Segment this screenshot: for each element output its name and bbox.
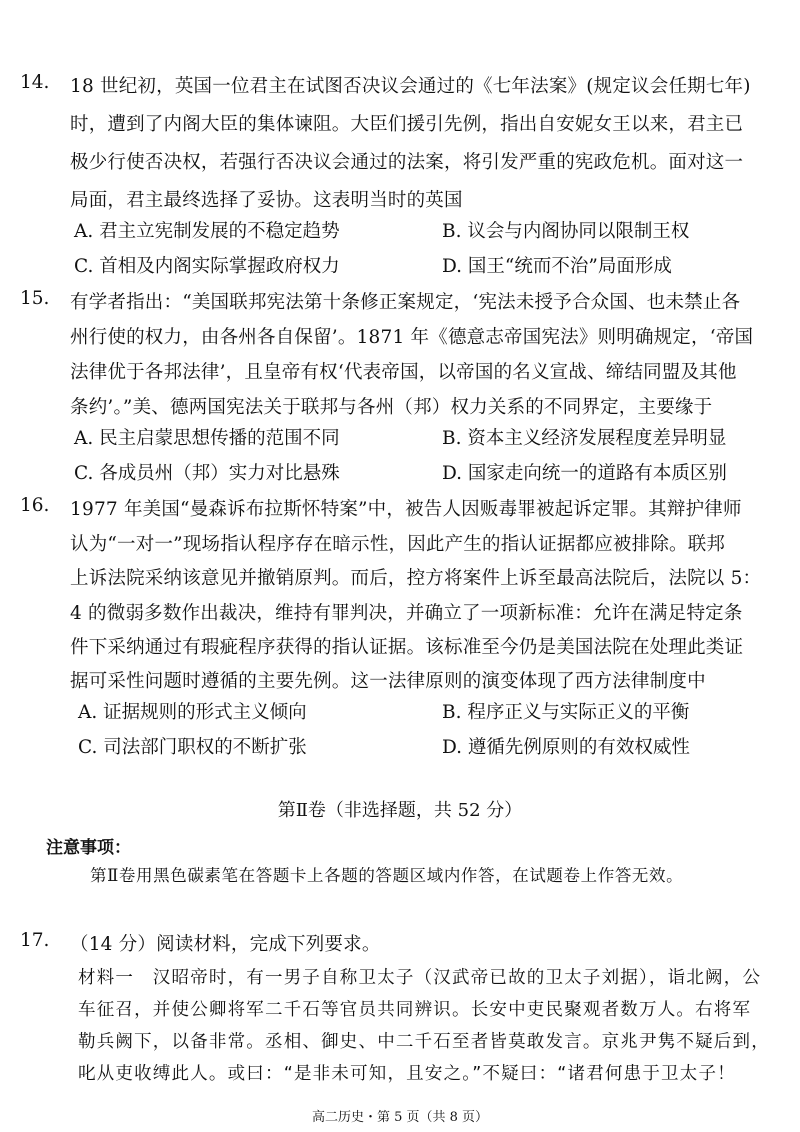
option-b: B. 资本主义经济发展程度差异明显 [442,428,727,449]
notice-text: 第Ⅱ卷用黑色碳素笔在答题卡上各题的答题区域内作答，在试题卷上作答无效。 [90,866,684,885]
material-line: 材料一 汉昭帝时，有一男子自称卫太子（汉武帝已故的卫太子刘据），诣北阙，公 [78,968,762,988]
material-line: 车征召，并使公卿将军二千石等官员共同辨识。长安中吏民聚观者数万人。右将军 [78,1000,752,1020]
option-a: A. 证据规则的形式主义倾向 [78,702,307,723]
question-number: 15. [20,288,50,309]
material-line: 叱从吏收缚此人。或曰：“是非未可知，且安之。”不疑曰：“诸君何患于卫太子！ [78,1064,736,1084]
question-stem-line: 据可采性问题时遵循的主要先例。这一法律原则的演变体现了西方法律制度中 [70,671,706,692]
question-stem-line: 有学者指出：“美国联邦宪法第十条修正案规定，‘宪法未授予合众国、也未禁止各 [70,292,741,313]
question-number: 14. [20,72,50,93]
option-a: A. 君主立宪制发展的不稳定趋势 [74,221,340,242]
question-heading: （14 分）阅读材料，完成下列要求。 [70,934,381,955]
option-c: C. 首相及内阁实际掌握政府权力 [74,256,340,277]
question-stem-line: 件下采纳通过有瑕疵程序获得的指认证据。该标准至今仍是美国法院在处理此类证 [70,637,744,658]
question-stem-line: 认为“一对一”现场指认程序存在暗示性，因此产生的指认证据都应被排除。联邦 [70,534,726,555]
option-c: C. 司法部门职权的不断扩张 [78,737,307,758]
option-a: A. 民主启蒙思想传播的范围不同 [74,428,340,449]
question-stem-line: 极少行使否决权，若强行否决议会通过的法案，将引发严重的宪政危机。面对这一 [70,152,744,173]
material-line: 勒兵阙下，以备非常。丞相、御史、中二千石至者皆莫敢发言。京兆尹隽不疑后到， [78,1032,770,1052]
option-c: C. 各成员州（邦）实力对比悬殊 [74,463,340,484]
question-stem-line: 1977 年美国“曼森诉布拉斯怀特案”中，被告人因贩毒罪被起诉定罪。其辩护律师 [70,499,742,520]
question-stem-line: 条约’。”美、德两国宪法关于联邦与各州（邦）权力关系的不同界定，主要缘于 [70,397,713,418]
page-footer: 高二历史・第 5 页（共 8 页） [311,1110,489,1125]
option-b: B. 程序正义与实际正义的平衡 [442,702,690,723]
question-stem-line: 局面，君主最终选择了妥协。这表明当时的英国 [70,190,463,211]
question-number: 17. [20,930,50,951]
question-stem-line: 4 的微弱多数作出裁决，维持有罪判决，并确立了一项新标准：允许在满足特定条 [70,603,743,624]
question-stem-line: 18 世纪初，英国一位君主在试图否决议会通过的《七年法案》(规定议会任期七年) [70,76,751,97]
question-stem-line: 时，遭到了内阁大臣的集体谏阻。大臣们援引先例，指出自安妮女王以来，君主已 [70,114,744,135]
option-d: D. 国家走向统一的道路有本质区别 [442,463,727,484]
question-number: 16. [20,495,50,516]
question-stem-line: 上诉法院采纳该意见并撤销原判。而后，控方将案件上诉至最高法院后，法院以 5： [70,568,762,589]
question-stem-line: 州行使的权力，由各州各自保留’。1871 年《德意志帝国宪法》则明确规定，‘帝国 [70,327,754,348]
question-stem-line: 法律优于各邦法律’，且皇帝有权‘代表帝国，以帝国的名义宣战、缔结同盟及其他 [70,362,737,383]
option-d: D. 国王“统而不治”局面形成 [442,256,672,277]
notice-label: 注意事项： [46,838,131,858]
section-title: 第Ⅱ卷（非选择题，共 52 分） [277,800,523,821]
option-d: D. 遵循先例原则的有效权威性 [442,737,690,758]
option-b: B. 议会与内阁协同以限制王权 [442,221,690,242]
